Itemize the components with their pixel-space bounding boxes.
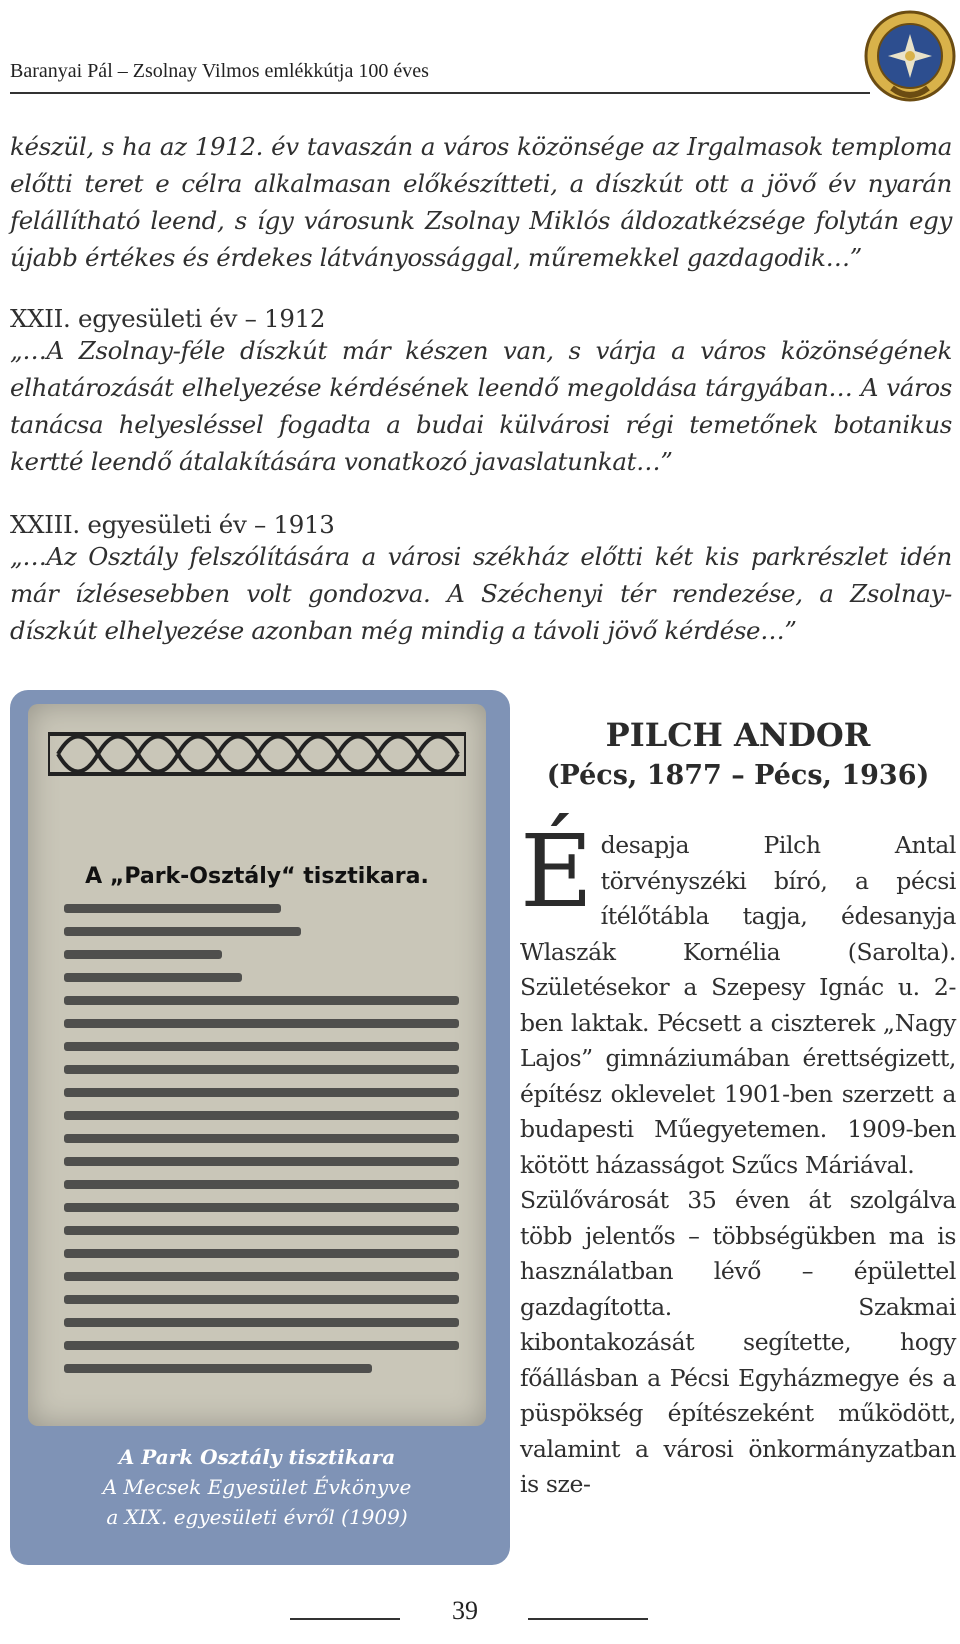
drop-cap: É	[520, 813, 593, 930]
mecsek-egyesulet-logo	[862, 6, 958, 106]
scan-heading: A „Park-Osztály“ tisztikara.	[85, 864, 429, 889]
scan-text-block	[64, 904, 459, 1387]
footer-rule-right	[528, 1618, 648, 1620]
section-title-1913: XXIII. egyesületi év – 1913	[10, 510, 335, 539]
section-title-1912: XXII. egyesületi év – 1912	[10, 304, 326, 333]
footer-rule-left	[290, 1618, 400, 1620]
ornamental-border-icon	[48, 714, 466, 794]
caption-source: A Mecsek Egyesület Évkönyve	[102, 1475, 412, 1499]
section-quote-1913: „…Az Osztály felszólítására a városi székház előtti két kis parkrészlet idén már ízlésesebben volt gondozva. A Széchenyi tér rendezése, a Zsolnay-díszkút elhelyezése azonban még mindig a távoli jövő kérdése…”	[10, 542, 952, 645]
bio-paragraph-2: Szülővárosát 35 éven át szolgálva több jelentős – többségükben ma is használatban lévő – épülettel gazdagította. Szakmai kibontakozását segítette, hogy főállásban a Pécsi Egyházmegye és a püspökség építészeként működött, valamint a városi önkormányzatban is sze-	[520, 1186, 956, 1498]
caption-year: a XIX. egyesületi évről (1909)	[106, 1505, 408, 1529]
running-header: Baranyai Pál – Zsolnay Vilmos emlékkútja 100 éves	[10, 60, 429, 82]
intro-paragraph: készül, s ha az 1912. év tavaszán a város közönsége az Irgalmasok temploma előtti teret e célra alkalmasan előkészítteti, a díszkút ott a jövő év nyarán felállítható leend, s így városunk Zsolnay Miklós áldozatkézsége folytán egy újabb értékes és érdekes látványossággal, műremekkel gazdagodik…”	[10, 132, 952, 272]
bio-dates: (Pécs, 1877 – Pécs, 1936)	[546, 760, 930, 791]
bio-name: PILCH ANDOR	[605, 716, 871, 754]
scanned-yearbook-page	[28, 704, 486, 1426]
header-divider	[10, 92, 870, 94]
page-number: 39	[452, 1596, 478, 1625]
bio-text	[520, 813, 956, 1503]
figure-caption	[28, 1438, 486, 1556]
bio-paragraph-1: desapja Pilch Antal törvényszéki bíró, a pécsi ítélőtábla tagja, édesanyja Wlaszák Kornélia (Sarolta). Születésekor a Szepesy Ignác u. 2-ben laktak. Pécsett a ciszterek „Nagy Lajos” gimnáziumában érettségizett, építész oklevelet 1901-ben szerzett a budapesti Műegyetemen. 1909-ben kötött házasságot Szűcs Máriával.	[520, 831, 956, 1179]
caption-title: A Park Osztály tisztikara	[118, 1445, 396, 1469]
section-quote-1912: „…A Zsolnay-féle díszkút már készen van, s várja a város közönségének elhatározását elhelyezése kérdésének leendő megoldása tárgyában… A város tanácsa helyesléssel fogadta a budai külvárosi régi temetőnek botanikus kertté leendő átalakítására vonatkozó javaslatunkat…”	[10, 336, 952, 476]
